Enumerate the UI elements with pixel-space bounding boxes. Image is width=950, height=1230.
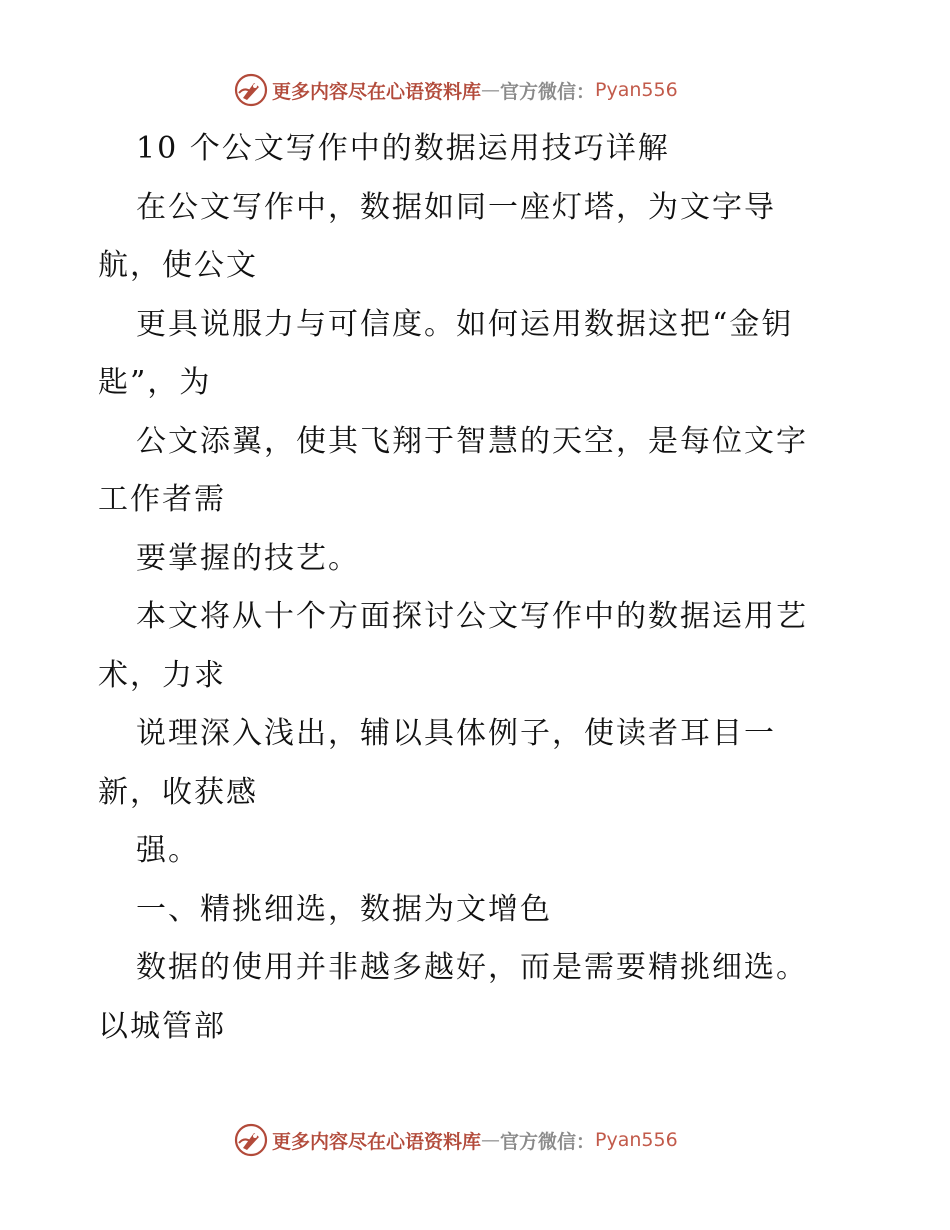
- paragraph-line: 在公文写作中，数据如同一座灯塔，为文字导: [136, 189, 776, 225]
- pen-nib-logo-icon: [234, 73, 268, 107]
- paragraph-line: 说理深入浅出，辅以具体例子，使读者耳目一: [136, 716, 776, 751]
- footer-banner-title: 更多内容尽在心语资料库: [272, 1130, 482, 1153]
- header-banner-wechat-id: Pyan556: [595, 79, 678, 101]
- paragraph-line: 强。: [136, 833, 200, 868]
- document-title: 10 个公文写作中的数据运用技巧详解: [136, 131, 670, 166]
- document-body: [98, 120, 858, 1056]
- paragraph-line: 要掌握的技艺。: [136, 540, 360, 576]
- footer-banner: [234, 1122, 678, 1158]
- paragraph-line: 匙”，为: [98, 365, 212, 400]
- paragraph-line: 术，力求: [98, 657, 226, 693]
- paragraph-line: 公文添翼，使其飞翔于智慧的天空，是每位文字: [136, 423, 808, 459]
- paragraph-line: 航，使公文: [98, 248, 258, 283]
- paragraph-line: 更具说服力与可信度。如何运用数据这把“金钥: [136, 306, 794, 342]
- footer-banner-separator: —: [481, 1129, 501, 1151]
- paragraph-line: 工作者需: [98, 482, 226, 517]
- section-heading: 一、精挑细选，数据为文增色: [136, 891, 552, 927]
- paragraph-line: 本文将从十个方面探讨公文写作中的数据运用艺: [136, 599, 808, 634]
- footer-banner-wechat-label: 官方微信：: [500, 1130, 596, 1153]
- header-banner-title: 更多内容尽在心语资料库: [272, 80, 482, 103]
- footer-banner-wechat-id: Pyan556: [595, 1129, 678, 1151]
- header-banner-separator: —: [481, 79, 501, 101]
- paragraph-line: 以城管部: [98, 1008, 226, 1044]
- paragraph-line: 数据的使用并非越多越好，而是需要精挑细选。: [136, 950, 808, 985]
- header-banner-wechat-label: 官方微信：: [500, 80, 596, 103]
- pen-nib-logo-icon: [234, 1123, 268, 1157]
- header-banner: [234, 72, 678, 108]
- paragraph-line: 新，收获感: [98, 774, 258, 810]
